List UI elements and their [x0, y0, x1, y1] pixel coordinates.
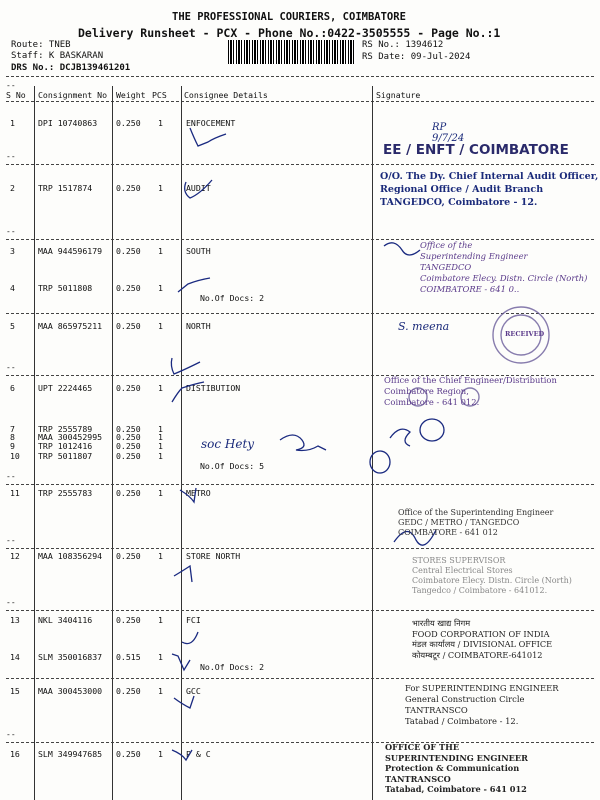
- col-header-details: Consignee Details: [184, 90, 268, 100]
- cell-wt: 0.250: [116, 441, 141, 451]
- col-header-consignment: Consignment No: [38, 90, 108, 100]
- signature-scribble: [280, 435, 326, 451]
- cell-cons: MAA 108356294: [38, 551, 103, 561]
- signature-scribble: [390, 429, 410, 446]
- runsheet-title: Delivery Runsheet - PCX - Phone No.:0422-3505555 - Page No.:1: [78, 26, 501, 40]
- cell-wt: 0.250: [116, 283, 141, 293]
- cell-sno: 15: [10, 686, 20, 696]
- cell-wt: 0.250: [116, 686, 141, 696]
- cell-wt: 0.250: [116, 183, 141, 193]
- rs-number: RS No.: 1394612: [362, 40, 444, 50]
- stamp-gcc: For SUPERINTENDING ENGINEER General Construction Circle TANTRANSCO Tatabad / Coimbatore - 12.: [405, 683, 559, 726]
- cell-sno: 2: [10, 183, 15, 193]
- tick-mark: [174, 566, 192, 582]
- cell-cons: UPT 2224465: [38, 383, 93, 393]
- tick-mark: [180, 488, 196, 502]
- cell-docs: No.Of Docs: 5: [200, 461, 265, 471]
- cell-sno: 12: [10, 551, 20, 561]
- tick-mark: [172, 750, 192, 760]
- tick-mark: [178, 278, 210, 292]
- circled-mark: [370, 451, 390, 473]
- cell-cons: TRP 5011807: [38, 451, 93, 461]
- tick-mark: [190, 128, 226, 146]
- cell-pcs: 1: [158, 615, 163, 625]
- col-header-signature: Signature: [376, 90, 421, 100]
- cell-cons: MAA 865975211: [38, 321, 103, 331]
- handwritten-name: soc Hety: [201, 437, 255, 451]
- cell-pcs: 1: [158, 321, 163, 331]
- cell-sno: 1: [10, 118, 15, 128]
- cell-pcs: 1: [158, 686, 163, 696]
- handwritten-date: RP 9/7/24: [432, 122, 465, 144]
- cell-cons: MAA 944596179: [38, 246, 103, 256]
- cell-details: GCC: [186, 686, 201, 696]
- cell-details: METRO: [186, 488, 211, 498]
- cell-cons: TRP 1517874: [38, 183, 93, 193]
- cell-pcs: 1: [158, 246, 163, 256]
- cell-wt: 0.250: [116, 246, 141, 256]
- cell-wt: 0.250: [116, 451, 141, 461]
- col-header-pcs: PCS: [152, 90, 167, 100]
- stamp-metro: Office of the Superintending Engineer GEDC / METRO / TANGEDCO COIMBATORE - 641 012: [398, 508, 554, 537]
- cell-pcs: 1: [158, 424, 163, 434]
- cell-wt: 0.250: [116, 432, 141, 442]
- col-header-weight: Weight: [116, 90, 146, 100]
- cell-pcs: 1: [158, 383, 163, 393]
- cell-sno: 16: [10, 749, 20, 759]
- cell-sno: 7: [10, 424, 15, 434]
- cell-cons: SLM 349947685: [38, 749, 103, 759]
- cell-wt: 0.250: [116, 749, 141, 759]
- cell-details: SOUTH: [186, 246, 211, 256]
- cell-wt: 0.515: [116, 652, 141, 662]
- cell-details: ENFOCEMENT: [186, 118, 236, 128]
- cell-sno: 9: [10, 441, 15, 451]
- cell-wt: 0.250: [116, 424, 141, 434]
- cell-pcs: 1: [158, 652, 163, 662]
- cell-cons: MAA 300453000: [38, 686, 103, 696]
- cell-sno: 5: [10, 321, 15, 331]
- cell-cons: TRP 5011808: [38, 283, 93, 293]
- cell-cons: TRP 1012416: [38, 441, 93, 451]
- cell-pcs: 1: [158, 749, 163, 759]
- stamp-audit: O/O. The Dy. Chief Internal Audit Officer, Regional Office / Audit Branch TANGEDCO, Coimbatore - 12.: [380, 171, 599, 208]
- cell-sno: 8: [10, 432, 15, 442]
- cell-wt: 0.250: [116, 383, 141, 393]
- tick-mark: [172, 382, 204, 402]
- cell-pcs: 1: [158, 551, 163, 561]
- cell-sno: 3: [10, 246, 15, 256]
- tick-mark: [171, 358, 200, 374]
- cell-cons: NKL 3404116: [38, 615, 93, 625]
- col-header-sno: S No: [6, 90, 26, 100]
- cell-sno: 14: [10, 652, 20, 662]
- cell-sno: 4: [10, 283, 15, 293]
- tick-mark: [174, 696, 194, 708]
- cell-details: FCI: [186, 615, 201, 625]
- cell-docs: No.Of Docs: 2: [200, 662, 265, 672]
- drs-number: DRS No.: DCJB139461201: [11, 63, 131, 73]
- cell-pcs: 1: [158, 183, 163, 193]
- cell-details: DISTIBUTION: [186, 383, 241, 393]
- company-name: THE PROFESSIONAL COURIERS, COIMBATORE: [172, 11, 406, 23]
- cell-details: AUDIT: [186, 183, 211, 193]
- cell-pcs: 1: [158, 488, 163, 498]
- cell-wt: 0.250: [116, 615, 141, 625]
- cell-pcs: 1: [158, 432, 163, 442]
- stamp-ee-enft: EE / ENFT / COIMBATORE: [383, 142, 569, 158]
- cell-wt: 0.250: [116, 551, 141, 561]
- rs-date: RS Date: 09-Jul-2024: [362, 52, 471, 62]
- cell-wt: 0.250: [116, 118, 141, 128]
- handwritten-name: S. meena: [398, 320, 450, 333]
- signature-scribble: [384, 243, 420, 255]
- cell-sno: 13: [10, 615, 20, 625]
- cell-details: NORTH: [186, 321, 211, 331]
- tick-mark: [172, 654, 190, 670]
- cell-pcs: 1: [158, 283, 163, 293]
- stamp-se-north: Office of the Superintending Engineer TANGEDCO Coimbatore Elecy. Distn. Circle (North) COIMBATORE - 641 0..: [420, 240, 588, 294]
- route-label: Route: TNEB: [11, 40, 71, 50]
- cell-cons: TRP 2555783: [38, 488, 93, 498]
- cell-cons: SLM 350016837: [38, 652, 103, 662]
- seal-received: RECEIVED: [505, 330, 545, 338]
- cell-details: P & C: [186, 749, 211, 759]
- cell-details: STORE NORTH: [186, 551, 241, 561]
- cell-wt: 0.250: [116, 488, 141, 498]
- cell-sno: 10: [10, 451, 20, 461]
- circled-mark: [420, 419, 444, 441]
- cell-cons: DPI 10740863: [38, 118, 98, 128]
- cell-sno: 11: [10, 488, 20, 498]
- cell-sno: 6: [10, 383, 15, 393]
- staff-label: Staff: K BASKARAN: [11, 51, 104, 61]
- tick-mark: [182, 632, 198, 644]
- cell-pcs: 1: [158, 118, 163, 128]
- cell-wt: 0.250: [116, 321, 141, 331]
- stamp-chief-engineer: Office of the Chief Engineer/Distribution Coimbatore Region, Coimbatore - 641 012.: [384, 375, 557, 407]
- cell-pcs: 1: [158, 441, 163, 451]
- cell-cons: TRP 2555789: [38, 424, 93, 434]
- stamp-protection: OFFICE OF THE SUPERINTENDING ENGINEER Protection & Communication TANTRANSCO Tatabad, Coimbatore - 641 012: [385, 742, 528, 794]
- stamp-stores-supervisor: STORES SUPERVISOR Central Electrical Stores Coimbatore Elecy. Distn. Circle (North) Tangedco / Coimbatore - 641012.: [412, 556, 572, 595]
- tick-mark: [185, 180, 212, 198]
- cell-docs: No.Of Docs: 2: [200, 293, 265, 303]
- cell-pcs: 1: [158, 451, 163, 461]
- cell-cons: MAA 300452995: [38, 432, 103, 442]
- stamp-fci: भारतीय खाद्य निगम FOOD CORPORATION OF INDIA मंडल कार्यालय / DIVISIONAL OFFICE कोयम्बटूर / COIMBATORE-641012: [412, 618, 553, 660]
